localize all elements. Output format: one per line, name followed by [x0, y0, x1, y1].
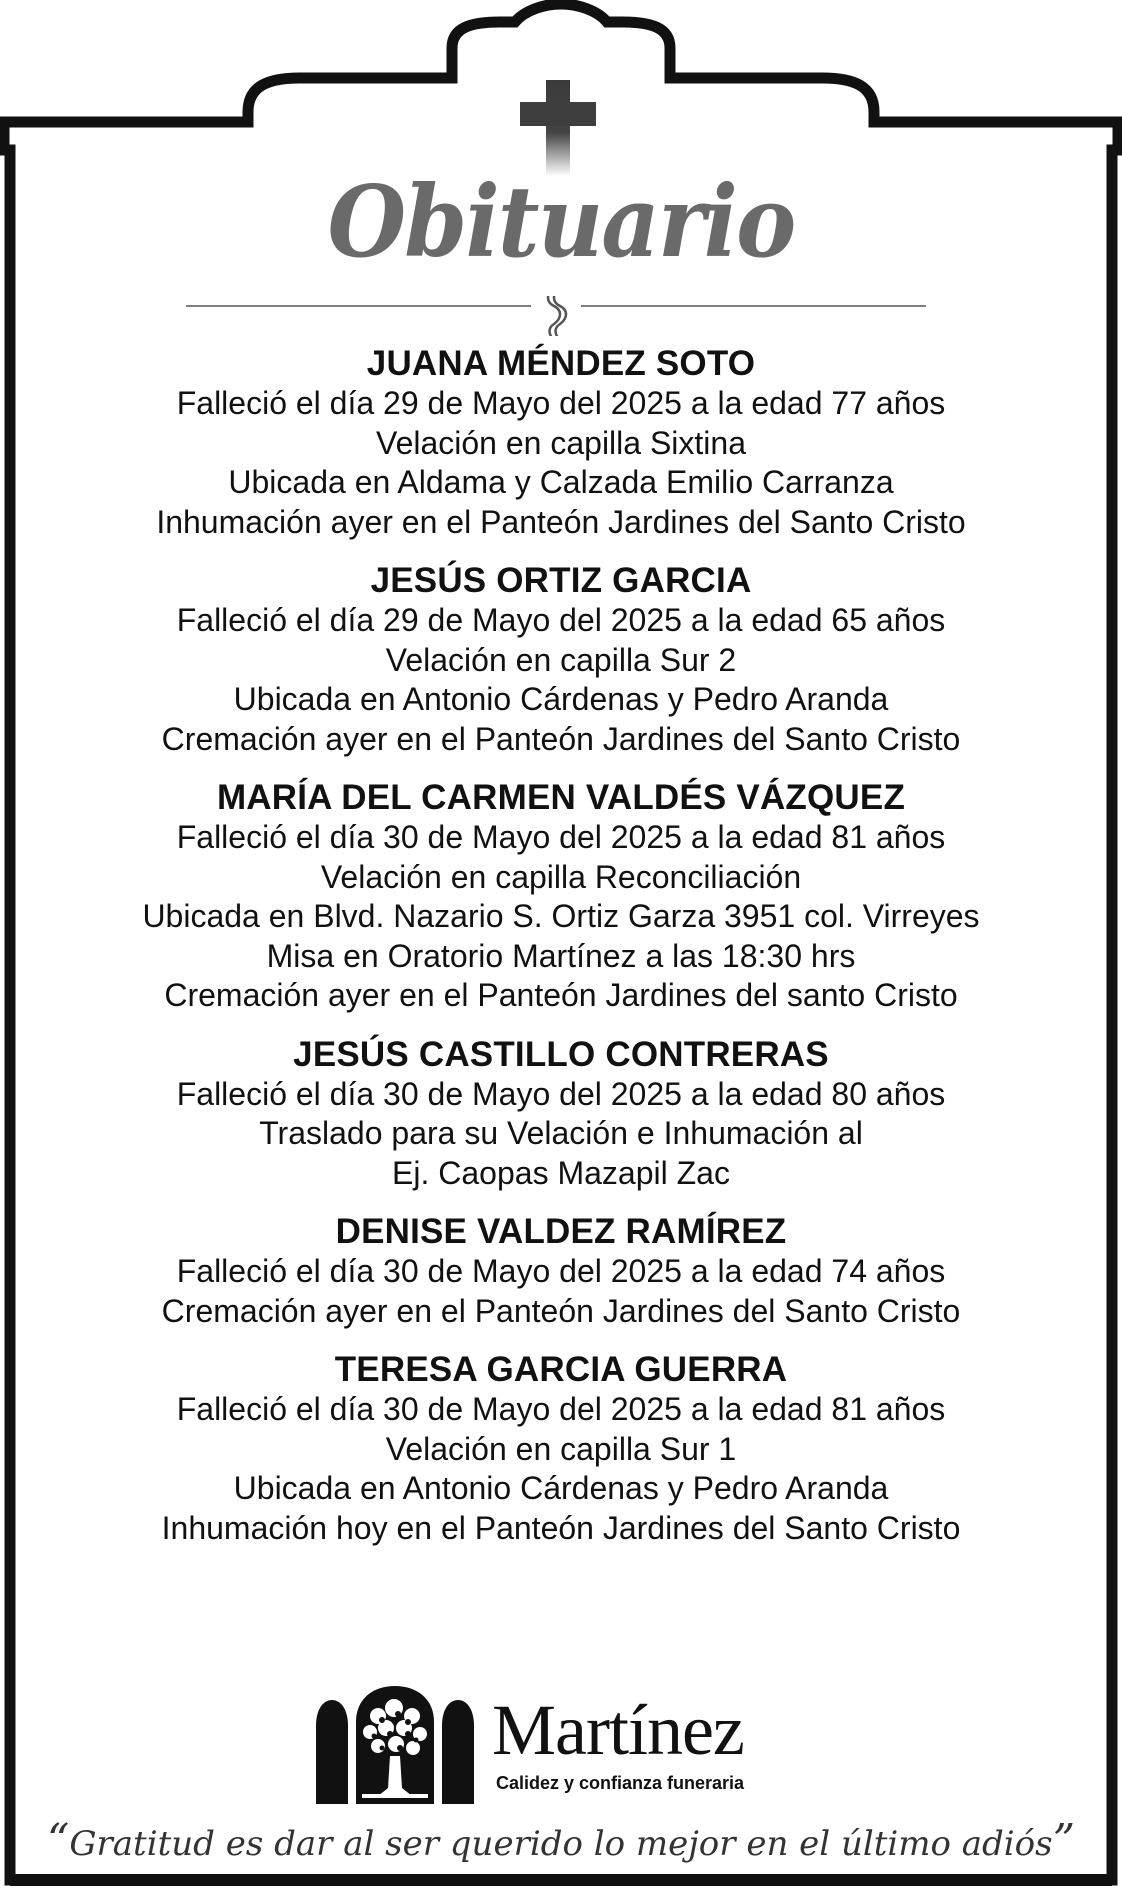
cremation-line: Cremación ayer en el Panteón Jardines del Santo Cristo	[161, 720, 961, 757]
death-date-line: Falleció el día 30 de Mayo del 2025 a la edad 81 años	[176, 1391, 946, 1427]
funeral-home-logo	[312, 1686, 812, 1806]
deceased-name: JUANA MÉNDEZ SOTO	[366, 344, 756, 383]
death-date-line: Falleció el día 30 de Mayo del 2025 a la edad 80 años	[176, 1075, 946, 1112]
deceased-name: JESÚS CASTILLO CONTRERAS	[293, 1034, 829, 1074]
death-date-line: Falleció el día 30 de Mayo del 2025 a la edad 81 años	[176, 819, 946, 855]
location-line: Ubicada en Blvd. Nazario S. Ortiz Garza 3951 col. Virreyes	[142, 898, 980, 934]
obituary-entry	[20, 1212, 1102, 1331]
scroll-ornament-icon	[548, 296, 566, 336]
title-divider	[186, 296, 926, 336]
obituary-list	[20, 344, 1102, 1567]
deceased-name: DENISE VALDEZ RAMÍREZ	[335, 1212, 787, 1251]
deceased-name: TERESA GARCIA GUERRA	[334, 1350, 788, 1389]
location-line: Ubicada en Antonio Cárdenas y Pedro Aranda	[233, 681, 889, 717]
cremation-line: Cremación ayer en el Panteón Jardines del santo Cristo	[164, 977, 958, 1013]
death-date-line: Falleció el día 30 de Mayo del 2025 a la edad 74 años	[176, 1253, 946, 1289]
quote-close-mark: ”	[1052, 1815, 1076, 1866]
wake-chapel-line: Velación en capilla Sur 2	[385, 641, 737, 678]
obituary-entry	[20, 1350, 1102, 1548]
page-title: Obituario	[327, 165, 795, 280]
cremation-line: Cremación ayer en el Panteón Jardines del Santo Cristo	[161, 1292, 961, 1329]
location-line: Ej. Caopas Mazapil Zac	[392, 1154, 730, 1191]
cross-icon	[520, 80, 596, 176]
wake-chapel-line: Velación en capilla Sixtina	[375, 424, 746, 461]
obituary-entry	[20, 778, 1102, 1016]
wake-chapel-line: Velación en capilla Sur 1	[385, 1430, 737, 1467]
closing-quote	[0, 1816, 1122, 1866]
location-line: Ubicada en Antonio Cárdenas y Pedro Aranda	[233, 1470, 889, 1506]
deceased-name: JESÚS ORTIZ GARCIA	[370, 561, 752, 600]
transfer-line: Traslado para su Velación e Inhumación al	[259, 1115, 863, 1151]
death-date-line: Falleció el día 29 de Mayo del 2025 a la edad 65 años	[176, 602, 946, 638]
location-line: Ubicada en Aldama y Calzada Emilio Carranza	[228, 464, 894, 500]
mass-line: Misa en Oratorio Martínez a las 18:30 hrs	[266, 937, 856, 974]
deceased-name: MARÍA DEL CARMEN VALDÉS VÁZQUEZ	[216, 778, 906, 817]
burial-line: Inhumación ayer en el Panteón Jardines del Santo Cristo	[156, 503, 966, 540]
quote-open-mark: “	[46, 1815, 70, 1866]
brand-tagline: Calidez y confianza funeraria	[496, 1773, 745, 1793]
chapel-tree-logo-icon	[312, 1686, 478, 1804]
obituary-entry	[20, 344, 1102, 542]
obituary-entry	[20, 1035, 1102, 1194]
wake-chapel-line: Velación en capilla Reconciliación	[320, 858, 802, 895]
brand-name: Martínez	[492, 1690, 744, 1770]
quote-text: Gratitud es dar al ser querido lo mejor en el último adiós	[69, 1824, 1053, 1864]
burial-line: Inhumación hoy en el Panteón Jardines del Santo Cristo	[161, 1509, 961, 1546]
obituary-entry	[20, 561, 1102, 759]
death-date-line: Falleció el día 29 de Mayo del 2025 a la edad 77 años	[176, 385, 946, 421]
